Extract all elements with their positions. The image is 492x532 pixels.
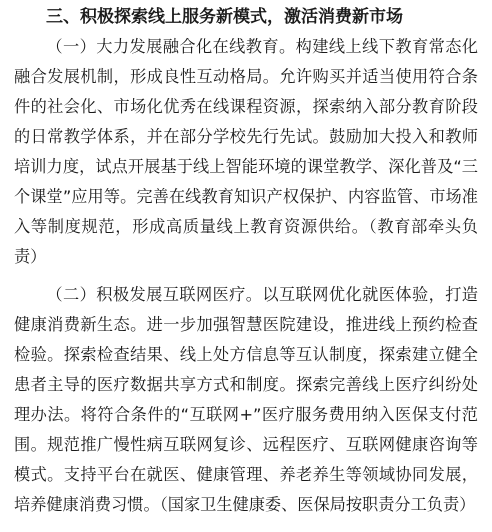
- paragraph-internet-medical: （二）积极发展互联网医疗。以互联网优化就医体验，打造健康消费新生态。进一步加强智慧医院建设，推进线上预约检查检验。探索检查结果、线上处方信息等互认制度，探索建立健全患者主导的医疗数据共享方式和制度。探索完善线上医疗纠纷处理办法。将符合条件的“互联网+”医疗服务费用纳入医保支付范围。规范推广慢性病互联网复诊、远程医疗、互联网健康咨询等模式。支持平台在就医、健康管理、养老养生等领域协同发展，培养健康消费习惯。（国家卫生健康委、医保局按职责分工负责）: [14, 285, 478, 514]
- section-heading: 三、积极探索线上服务新模式，激活消费新市场: [46, 7, 403, 27]
- paragraph-online-education: （一）大力发展融合化在线教育。构建线上线下教育常态化融合发展机制，形成良性互动格局。允许购买并适当使用符合条件的社会化、市场化优秀在线课程资源，探索纳入部分教育阶段的日常教学体系，并在部分学校先行先试。鼓励加大投入和教师培训力度，试点开展基于线上智能环境的课堂教学、深化普及“三个课堂”应用等。完善在线教育知识产权保护、内容监管、市场准入等制度规范，形成高质量线上教育资源供给。（教育部牵头负责）: [14, 37, 478, 266]
